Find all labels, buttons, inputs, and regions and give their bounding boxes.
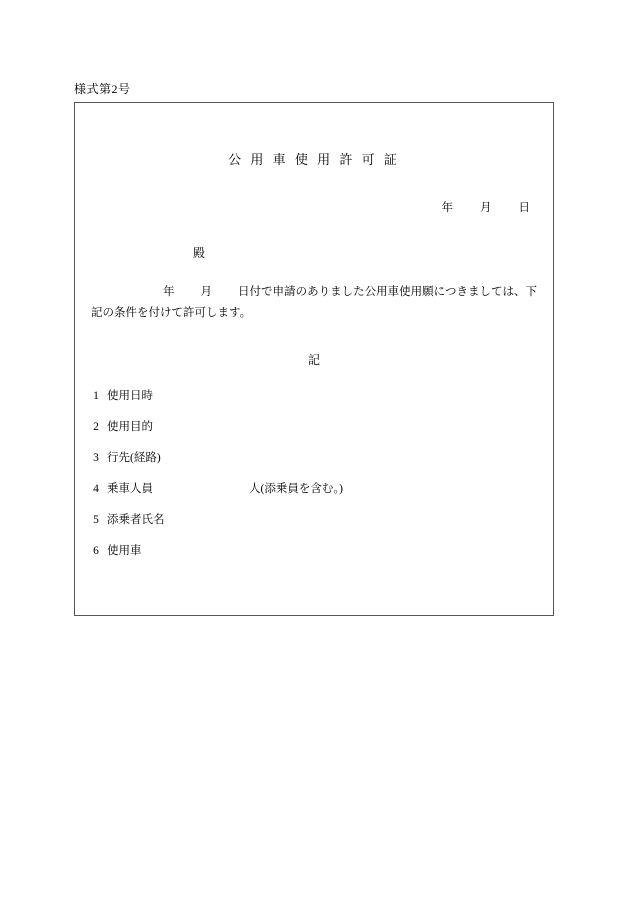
permit-document-box [74, 102, 554, 616]
issue-date-month: 月 [480, 202, 493, 214]
document-title: 公 用 車 使 用 許 可 証 [228, 152, 400, 167]
list-item [85, 443, 537, 474]
item-label: 行先(経路) [107, 452, 161, 464]
application-date-year: 年 [163, 286, 175, 298]
issue-date-year: 年 [441, 202, 454, 214]
item-number: 3 [93, 452, 99, 464]
condition-list [85, 381, 537, 567]
body-sentence: 付で申請のありました公用車使用願につきましては、下記の条件を付けて許可します。 [91, 286, 537, 320]
list-item [85, 536, 537, 567]
item-number: 6 [93, 545, 99, 557]
ki-marker: 記 [307, 353, 320, 367]
item-label: 乗車人員 [107, 483, 153, 495]
issue-date-line [442, 199, 532, 215]
form-number-label: 様式第2号 [74, 82, 131, 96]
issue-date-day: 日 [518, 202, 531, 214]
item-label: 使用目的 [107, 421, 153, 433]
list-item [85, 381, 537, 412]
item-label: 添乗者氏名 [107, 514, 165, 526]
list-item [85, 505, 537, 536]
application-date-month: 月 [200, 286, 213, 298]
document-content [75, 103, 553, 615]
addressee-label: 殿 [193, 246, 206, 260]
list-item [85, 412, 537, 443]
item-number: 4 [93, 483, 99, 495]
item-label: 使用日時 [107, 390, 153, 402]
item-number: 2 [93, 421, 99, 433]
item-number: 1 [93, 390, 99, 402]
item-trailing-text: 人(添乗員を含む。) [249, 483, 343, 495]
body-paragraph [91, 282, 537, 325]
item-number: 5 [93, 514, 99, 526]
application-date-day: 日 [238, 286, 250, 298]
item-label: 使用車 [107, 545, 142, 557]
list-item [85, 474, 537, 505]
